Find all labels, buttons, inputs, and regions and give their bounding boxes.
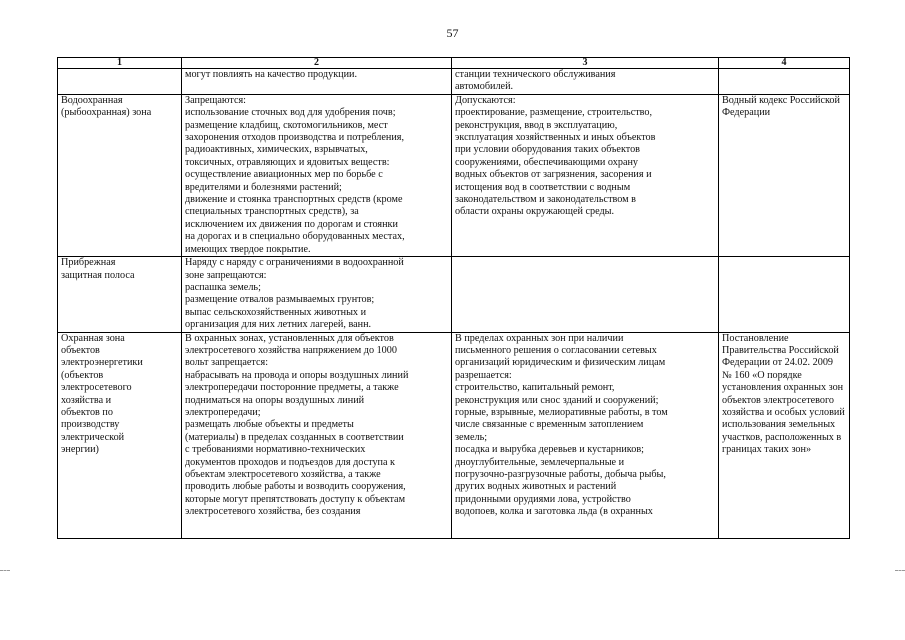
zone-cell: [58, 69, 182, 95]
text-line: земель;: [455, 431, 488, 443]
text-line: распашка земель;: [185, 281, 261, 293]
allowed-cell: [452, 332, 719, 538]
table-header-row: [58, 58, 850, 69]
text-line: движение и стоянка транспортных средств (кроме: [185, 194, 403, 206]
text-line: защитная полоса: [61, 269, 135, 281]
text-line: Охранная зона: [61, 332, 125, 344]
text-line: электропередачи;: [185, 406, 261, 418]
text-line: использования земельных: [722, 419, 836, 431]
text-line: размещение кладбищ, скотомогильников, мест: [185, 119, 388, 131]
column-header-1: 1: [58, 58, 182, 69]
text-line: на дорогах и в специально оборудованных местах,: [185, 231, 405, 243]
restrictions-cell: [182, 257, 452, 332]
text-line: энергии): [61, 444, 99, 456]
text-line: захоронения отходов производства и потребления,: [185, 132, 405, 144]
text-line: реконструкция или снос зданий и сооружений;: [455, 394, 659, 406]
text-line: истощения вод в соответствии с водным: [455, 181, 631, 193]
text-line: исключением их движения по дорогам и стоянки: [185, 218, 398, 230]
text-line: (объектов: [61, 369, 104, 381]
text-line: станции технического обслуживания: [455, 69, 616, 80]
text-line: хозяйства и особых условий: [722, 406, 845, 418]
text-line: (рыбоохранная) зона: [61, 107, 152, 119]
text-line: организация для них летних лагерей, ванн.: [185, 319, 372, 331]
basis-cell: [719, 332, 850, 538]
text-line: которые могут препятствовать доступу к объектам: [185, 493, 406, 505]
text-line: производству: [61, 419, 120, 431]
text-line: электропередачи посторонние предметы, а также: [185, 382, 399, 394]
table-row: [58, 332, 850, 538]
text-line: хозяйства и: [61, 394, 112, 406]
text-line: вредителями и болезнями растений;: [185, 181, 342, 193]
column-header-3: 3: [452, 58, 719, 69]
text-line: выпас сельскохозяйственных животных и: [185, 306, 367, 318]
allowed-cell: [452, 94, 719, 256]
text-line: числе связанные с временным затоплением: [455, 419, 644, 431]
text-line: сооружениями, обеспечивающими охрану: [455, 156, 639, 168]
basis-cell: [719, 94, 850, 256]
table-row: [58, 94, 850, 256]
table-body: [58, 69, 850, 539]
table-row: [58, 257, 850, 332]
text-line: токсичных, отравляющих и ядовитых веществ:: [185, 156, 390, 168]
text-line: размещение отвалов размываемых грунтов;: [185, 294, 375, 306]
text-line: радиоактивных, химических, взрывчатых,: [185, 144, 368, 156]
text-line: набрасывать на провода и опоры воздушных линий: [185, 369, 409, 381]
text-line: вольт запрещается:: [185, 357, 269, 369]
text-line: В пределах охранных зон при наличии: [455, 332, 624, 344]
text-line: электросетевого хозяйства, без создания: [185, 506, 361, 518]
page-number: 57: [446, 26, 459, 40]
text-line: (материалы) в пределах созданных в соответствии: [185, 431, 404, 443]
text-line: с требованиями нормативно-технических: [185, 444, 366, 456]
zone-cell: [58, 94, 182, 256]
text-line: Прибрежная: [61, 257, 116, 269]
text-line: использование сточных вод для удобрения почв;: [185, 107, 396, 119]
basis-cell: [719, 69, 850, 95]
text-line: Постановление: [722, 332, 789, 344]
text-line: участков, расположенных в: [722, 431, 842, 443]
text-line: разрешается:: [455, 369, 512, 381]
allowed-cell: [452, 257, 719, 332]
text-line: документов проходов и подъездов для доступа к: [185, 456, 396, 468]
text-line: электроэнергетики: [61, 357, 143, 369]
text-line: № 160 «О порядке: [722, 369, 802, 381]
zone-cell: [58, 332, 182, 538]
allowed-cell: [452, 69, 719, 95]
column-header-4: 4: [719, 58, 850, 69]
text-line: Допускаются:: [455, 94, 516, 106]
text-line: объектам электросетевого хозяйства, а также: [185, 469, 381, 480]
restrictions-cell: [182, 332, 452, 538]
text-line: дноуглубительные, землечерпальные и: [455, 456, 625, 468]
text-line: могут повлиять на качество продукции.: [185, 69, 358, 80]
text-line: Запрещаются:: [185, 94, 247, 106]
text-line: письменного решения о согласовании сетевых: [455, 344, 657, 356]
restrictions-cell: [182, 69, 452, 95]
text-line: эксплуатация хозяйственных и иных объектов: [455, 132, 656, 144]
text-line: подниматься на опоры воздушных линий: [185, 394, 365, 406]
text-line: проводить любые работы и возводить сооружения,: [185, 481, 406, 493]
text-line: водопоев, колка и заготовка льда (в охранных: [455, 506, 653, 518]
text-line: Правительства Российской: [722, 344, 839, 356]
text-line: Водоохранная: [61, 94, 123, 106]
text-line: размещать любые объекты и предметы: [185, 419, 354, 431]
scan-edge-mark-left: [0, 570, 10, 571]
text-line: зоне запрещаются:: [185, 269, 267, 281]
text-line: организаций юридическим и физическим лицам: [455, 357, 666, 369]
text-line: других водных животных и растений: [455, 481, 617, 493]
text-line: строительство, капитальный ремонт,: [455, 382, 615, 394]
text-line: имеющих твердое покрытие.: [185, 243, 311, 255]
text-line: электросетевого: [61, 382, 132, 394]
text-line: объектов по: [61, 406, 113, 418]
text-line: погрузочно-разгрузочные работы, добыча рыбы,: [455, 469, 666, 480]
text-line: законодательством и законодательством в: [455, 194, 636, 206]
text-line: Федерации: [722, 107, 771, 119]
column-header-2: 2: [182, 58, 452, 69]
text-line: проектирование, размещение, строительство,: [455, 107, 653, 119]
text-line: электрической: [61, 431, 125, 443]
zone-cell: [58, 257, 182, 332]
text-line: Наряду с наряду с ограничениями в водоохранной: [185, 257, 404, 269]
text-line: посадка и вырубка деревьев и кустарников;: [455, 444, 644, 456]
scan-edge-mark-right: [895, 570, 905, 571]
text-line: специальных транспортных средств), за: [185, 206, 359, 218]
text-line: электросетевого хозяйства напряжением до 1000: [185, 344, 397, 356]
text-line: Водный кодекс Российской: [722, 94, 840, 106]
text-line: границах таких зон»: [722, 444, 812, 456]
text-line: водных объектов от загрязнения, засорения и: [455, 169, 652, 181]
text-line: В охранных зонах, установленных для объектов: [185, 332, 394, 344]
text-line: придонными орудиями лова, устройство: [455, 493, 631, 505]
text-line: автомобилей.: [455, 81, 514, 93]
text-line: области охраны окружающей среды.: [455, 206, 615, 218]
text-line: Федерации от 24.02. 2009: [722, 357, 834, 369]
text-line: при условии оборудования таких объектов: [455, 144, 640, 156]
basis-cell: [719, 257, 850, 332]
restrictions-cell: [182, 94, 452, 256]
text-line: объектов: [61, 344, 100, 356]
text-line: реконструкция, ввод в эксплуатацию,: [455, 119, 618, 131]
text-line: объектов электросетевого: [722, 394, 835, 406]
zones-table: [57, 57, 850, 539]
text-line: установления охранных зон: [722, 382, 844, 394]
table-row: [58, 69, 850, 95]
text-line: горные, взрывные, мелиоративные работы, в том: [455, 406, 668, 418]
text-line: осуществление авиационных мер по борьбе с: [185, 169, 383, 181]
